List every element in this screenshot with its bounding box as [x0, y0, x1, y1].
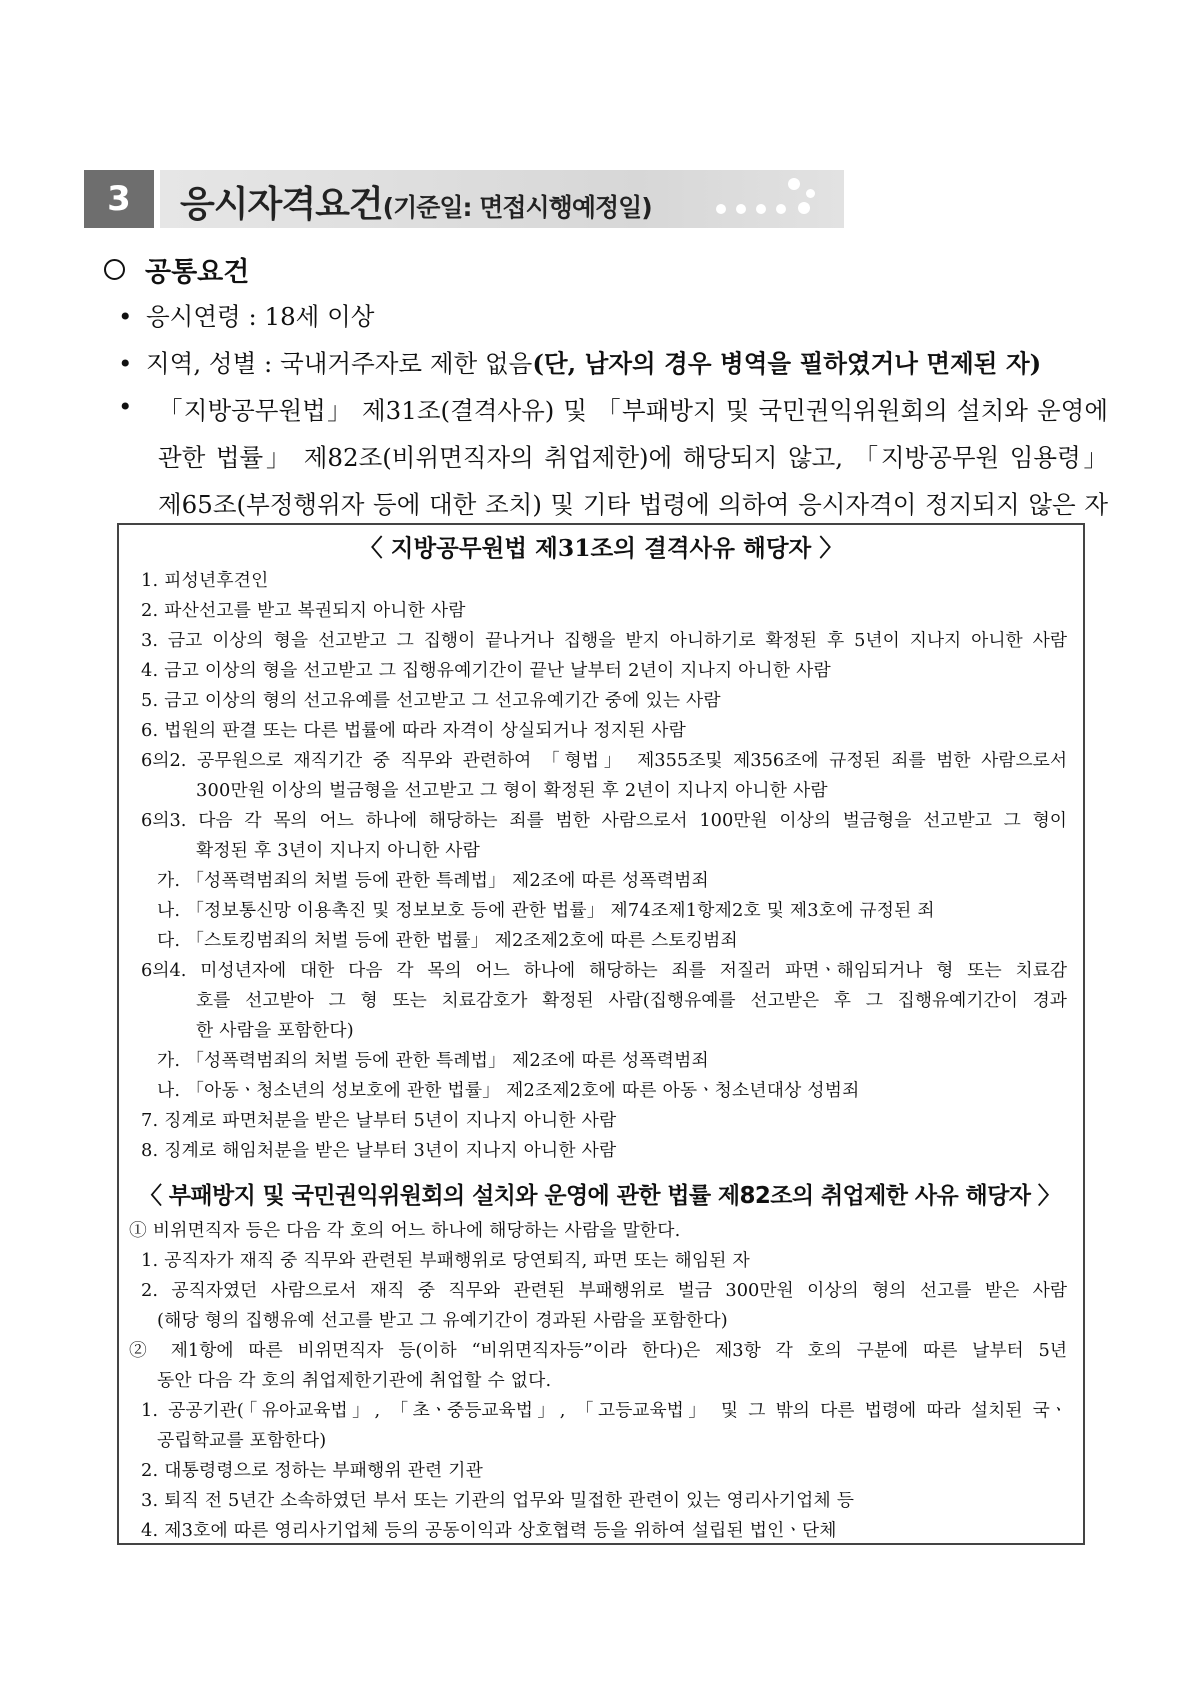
list-item: 동안 다음 각 호의 취업제한기관에 취업할 수 없다.	[157, 1370, 552, 1391]
list-item: 5. 금고 이상의 형의 선고유예를 선고받고 그 선고유예기간 중에 있는 사람	[141, 690, 721, 711]
list-item: 8. 징계로 해임처분을 받은 날부터 3년이 지나지 아니한 사람	[141, 1140, 617, 1161]
list-item: 한 사람을 포함한다)	[196, 1020, 354, 1041]
section-title-main: 응시자격요건	[180, 184, 383, 225]
list-item: 3. 금고 이상의 형을 선고받고 그 집행이 끝나거나 집행을 받지 아니하기로 확정된 후 5년이 지나지 아니한 사람	[141, 630, 1067, 651]
list-item: (해당 형의 집행유예 선고를 받고 그 유예기간이 경과된 사람을 포함한다)	[157, 1310, 728, 1331]
law-requirement-line-2: 관한 법률」 제82조(비위면직자의 취업제한)에 해당되지 않고, 「지방공무원 임용령」	[158, 443, 1108, 472]
list-item: 6의3. 다음 각 목의 어느 하나에 해당하는 죄를 범한 사람으로서 100만원 이상의 벌금형을 선고받고 그 형이	[141, 810, 1067, 831]
list-item: 공립학교를 포함한다)	[157, 1430, 327, 1451]
list-item: 확정된 후 3년이 지나지 아니한 사람	[196, 840, 481, 861]
disqualification-box	[117, 523, 1085, 1545]
list-item: 2. 대통령령으로 정하는 부패행위 관련 기관	[141, 1460, 484, 1481]
list-item: 가. 「성폭력범죄의 처벌 등에 관한 특례법」 제2조에 따른 성폭력범죄	[157, 870, 709, 891]
list-item: 2. 공직자였던 사람으로서 재직 중 직무와 관련된 부패행위로 벌금 300만원 이상의 형의 선고를 받은 사람	[141, 1280, 1067, 1301]
list-item: 나. 「정보통신망 이용촉진 및 정보보호 등에 관한 법률」 제74조제1항제2호 및 제3호에 규정된 죄	[157, 900, 935, 921]
list-item: ② 제1항에 따른 비위면직자 등(이하 “비위면직자등”이라 한다)은 제3항 각 호의 구분에 따른 날부터 5년	[129, 1340, 1067, 1361]
list-item: 4. 금고 이상의 형을 선고받고 그 집행유예기간이 끝난 날부터 2년이 지나지 아니한 사람	[141, 660, 831, 681]
section-header	[84, 170, 844, 228]
list-item: ① 비위면직자 등은 다음 각 호의 어느 하나에 해당하는 사람을 말한다.	[129, 1220, 681, 1241]
list-item: 7. 징계로 파면처분을 받은 날부터 5년이 지나지 아니한 사람	[141, 1110, 617, 1131]
list-item: 6의2. 공무원으로 재직기간 중 직무와 관련하여 「형법」 제355조및 제356조에 규정된 죄를 범한 사람으로서	[141, 750, 1067, 771]
section-title-sub: (기준일: 면접시행예정일)	[382, 193, 652, 222]
list-item: 다. 「스토킹범죄의 처벌 등에 관한 법률」 제2조제2호에 따른 스토킹범죄	[157, 930, 738, 951]
region-requirement	[118, 345, 1041, 380]
law-requirement-line-1: 「지방공무원법」 제31조(결격사유) 및 「부패방지 및 국민권익위원회의 설치와 운영에	[158, 396, 1108, 425]
list-item: 6. 법원의 판결 또는 다른 법률에 따라 자격이 상실되거나 정지된 사람	[141, 720, 687, 741]
section-title-bar	[160, 170, 844, 228]
list-item: 3. 퇴직 전 5년간 소속하였던 부서 또는 기관의 업무와 밀접한 관련이 있는 영리사기업체 등	[141, 1490, 855, 1511]
bullet-icon: •	[118, 349, 133, 378]
common-heading-text: 공통요건	[145, 257, 250, 288]
bullet-icon: •	[118, 392, 133, 421]
list-item: 가. 「성폭력범죄의 처벌 등에 관한 특례법」 제2조에 따른 성폭력범죄	[157, 1050, 709, 1071]
box-heading-article31: 〈 지방공무원법 제31조의 결격사유 해당자 〉	[359, 534, 843, 562]
decorative-dots-icon	[716, 176, 826, 222]
bullet-icon: •	[118, 302, 133, 331]
law-requirement-bullet	[118, 392, 146, 421]
list-item: 2. 파산선고를 받고 복권되지 아니한 사람	[141, 600, 466, 621]
section-number: 3	[84, 170, 154, 228]
region-note: (단, 남자의 경우 병역을 필하였거나 면제된 자)	[532, 349, 1042, 378]
list-item: 4. 제3호에 따른 영리사기업체 등의 공동이익과 상호협력 등을 위하여 설립된 법인ㆍ단체	[141, 1520, 837, 1541]
section-title	[180, 176, 652, 227]
box-heading-article82: 〈 부패방지 및 국민권익위원회의 설치와 운영에 관한 법률 제82조의 취업제한 사유 해당자 〉	[139, 1183, 1061, 1209]
list-item: 6의4. 미성년자에 대한 다음 각 목의 어느 하나에 해당하는 죄를 저질러 파면ㆍ해임되거나 형 또는 치료감	[141, 960, 1067, 981]
list-item: 나. 「아동ㆍ청소년의 성보호에 관한 법률」 제2조제2호에 따른 아동ㆍ청소년대상 성범죄	[157, 1080, 860, 1101]
list-item: 호를 선고받아 그 형 또는 치료감호가 확정된 사람(집행유예를 선고받은 후 그 집행유예기간이 경과	[196, 990, 1067, 1011]
law-requirement-line-3: 제65조(부정행위자 등에 대한 조치) 및 기타 법령에 의하여 응시자격이 정지되지 않은 자	[158, 490, 1108, 519]
list-item: 1. 공공기관(「유아교육법」, 「초ㆍ중등교육법」, 「고등교육법」 및 그 밖의 다른 법령에 따라 설치된 국ㆍ	[141, 1400, 1067, 1421]
region-text: 지역, 성별 : 국내거주자로 제한 없음	[146, 349, 533, 378]
age-requirement	[118, 298, 374, 333]
list-item: 1. 공직자가 재직 중 직무와 관련된 부패행위로 당연퇴직, 파면 또는 해임된 자	[141, 1250, 750, 1271]
circle-bullet-icon	[104, 259, 125, 280]
age-text: 응시연령 : 18세 이상	[146, 302, 375, 331]
list-item: 300만원 이상의 벌금형을 선고받고 그 형이 확정된 후 2년이 지나지 아니한 사람	[196, 780, 828, 801]
list-item: 1. 피성년후견인	[141, 570, 269, 591]
common-requirements-heading	[104, 250, 249, 289]
